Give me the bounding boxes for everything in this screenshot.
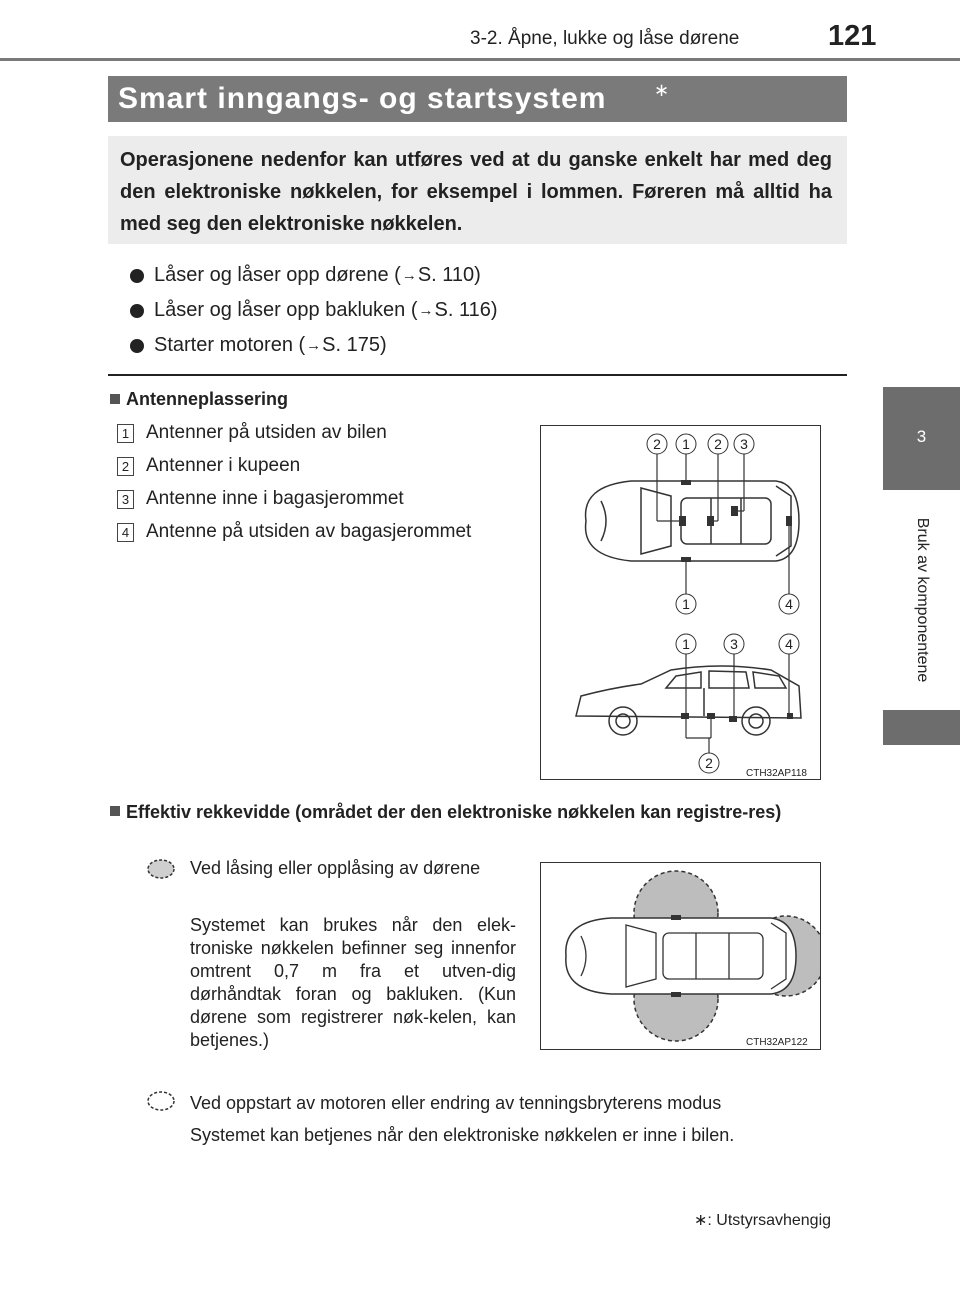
arrow-icon: → [306,337,322,354]
header-rule [0,58,960,61]
chapter-number: 3 [916,427,927,446]
section-title: Smart inngangs- og startsystem [118,82,607,115]
title-asterisk: ∗ [654,80,670,100]
legend-item [117,488,404,510]
list-item [130,293,498,328]
number-badge: 3 [117,490,134,509]
section-divider [108,374,847,376]
callout-2: 2 [705,755,713,771]
car-range-diagram [541,863,820,1049]
running-header: 3-2. Åpne, lukke og låse dørene [470,28,740,49]
bullet-icon [130,339,144,353]
callout-3: 3 [740,436,748,452]
antenna-heading: Antenneplassering [110,389,288,410]
bullet-text: Starter motoren ( [154,334,306,356]
page-reference[interactable]: S. 110) [417,264,481,286]
number-badge: 2 [117,457,134,476]
doors-title: Ved låsing eller opplåsing av dørene [190,858,481,878]
bullet-icon [130,269,144,283]
legend-label: Antenne på utsiden av bagasjerommet [146,521,472,542]
legend-label: Antenne inne i bagasjerommet [146,488,404,509]
square-bullet-icon [110,394,120,404]
callout-2: 2 [653,436,661,452]
antenna-figure [540,425,821,780]
doors-body: Systemet kan brukes når den elek-troniske nøkkelen befinner seg innenfor omtrent 0,7 m fra et utven-dig dørhåndtak foran og bakluken. (Kun dørene som registrerer nøk-kelen, kan betjenes.) [190,915,516,1050]
intro-box [108,136,847,244]
number-badge: 4 [117,523,134,542]
footnote: ∗: Utstyrsavhengig [694,1212,832,1229]
range-heading: Effektiv rekkevidde (området der den elektroniske nøkkelen kan registre-res) [110,801,850,824]
bullet-icon [130,304,144,318]
chapter-label-box [883,490,960,710]
legend-label: Antenner på utsiden av bilen [146,422,387,443]
intro-text: Operasjonene nedenfor kan utføres ved at du ganske enkelt har med deg den elektroniske nøkkelen, for eksempel i lommen. Føreren må alltid ha med seg den elektroniske nøkkelen. [120,149,832,235]
page-reference[interactable]: S. 116) [434,299,498,321]
page-reference[interactable]: S. 175) [322,334,387,356]
list-item [130,258,498,293]
callout-4: 4 [785,596,793,612]
legend-item [117,422,387,444]
bullet-text: Låser og låser opp dørene ( [154,264,401,286]
range-zone-icon [146,858,176,880]
number-badge: 1 [117,424,134,443]
chapter-label: Bruk av komponentene [914,517,931,683]
legend-label: Antenner i kupeen [146,455,301,476]
page-number: 121 [828,20,877,52]
callout-4: 4 [785,636,793,652]
square-bullet-icon [110,806,120,816]
callout-1: 1 [682,636,690,652]
bullet-text: Låser og låser opp bakluken ( [154,299,418,321]
legend-item [117,521,471,543]
arrow-icon: → [418,302,434,319]
legend-item [117,455,300,477]
start-body: Systemet kan betjenes når den elektroniske nøkkelen er inne i bilen. [190,1125,735,1145]
callout-1: 1 [682,596,690,612]
arrow-icon: → [401,267,417,284]
cabin-zone-icon [146,1090,176,1112]
callout-2: 2 [714,436,722,452]
list-item [130,328,498,363]
figure-code: CTH32AP118 [746,768,807,779]
range-figure [540,862,821,1050]
section-title-bar [108,76,847,122]
figure-code: CTH32AP122 [746,1037,808,1048]
feature-list [130,258,498,363]
callout-1: 1 [682,436,690,452]
start-title: Ved oppstart av motoren eller endring av tenningsbryterens modus [190,1093,722,1113]
callout-3: 3 [730,636,738,652]
car-antenna-diagram [541,426,820,779]
